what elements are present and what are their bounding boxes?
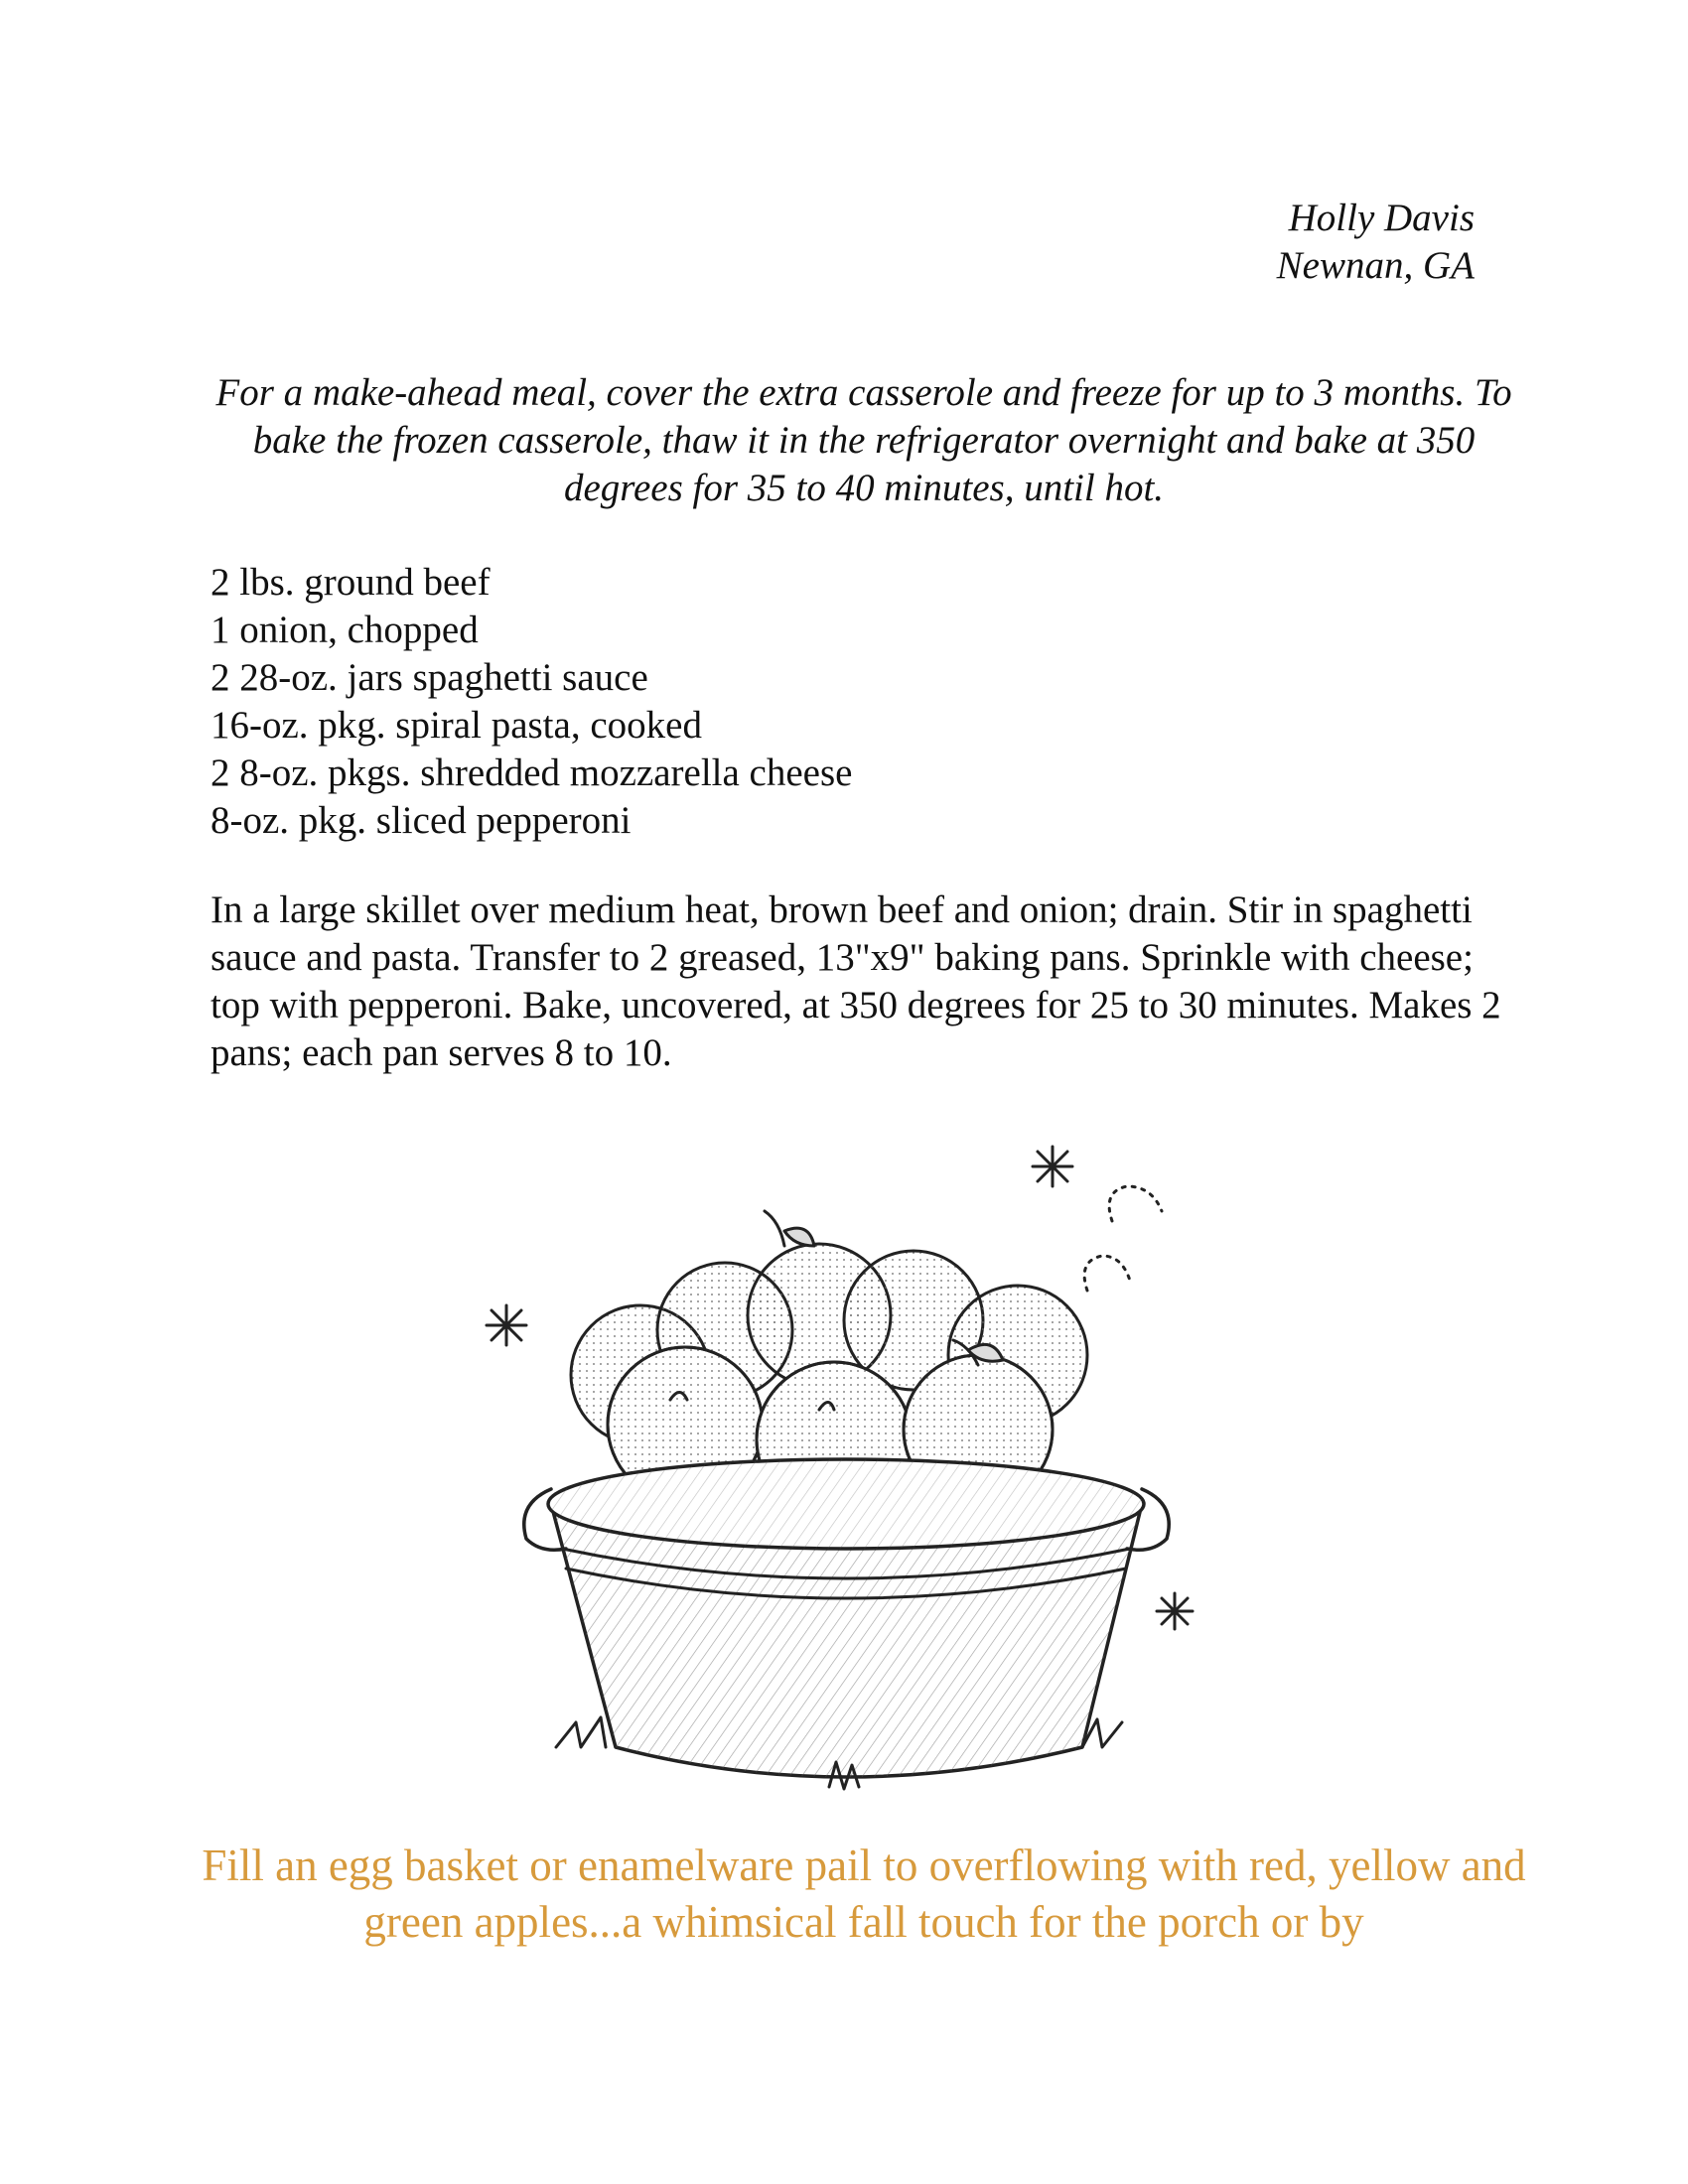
ingredient-list [211,559,852,845]
apple-bucket-icon [467,1112,1221,1797]
decorating-tip: Fill an egg basket or enamelware pail to overflowing with red, yellow and green apples...a whimsical fall touch for the porch or by [202,1841,1526,1947]
ingredient-item: 8-oz. pkg. sliced pepperoni [211,799,632,842]
sparkle-icon [1157,1593,1193,1629]
author-location: Newnan, GA [1276,244,1475,287]
sparkle-icon [1033,1147,1072,1186]
author-block [1277,195,1475,290]
ingredient-item: 1 onion, chopped [211,609,479,651]
ingredient-item: 16-oz. pkg. spiral pasta, cooked [211,704,702,747]
sparkle-icon [487,1305,526,1345]
ingredient-item: 2 28-oz. jars spaghetti sauce [211,656,648,699]
author-name: Holly Davis [1288,197,1475,239]
ingredient-item: 2 lbs. ground beef [211,561,491,604]
make-ahead-note: For a make-ahead meal, cover the extra casserole and freeze for up to 3 months. To bake the frozen casserole, thaw it in the refrigerator overnight and bake at 350 degrees for 35 to 40 minutes, until hot. [215,371,1512,509]
directions-text: In a large skillet over medium heat, brown beef and onion; drain. Stir in spaghetti sauce and pasta. Transfer to 2 greased, 13"x9" baking pans. Sprinkle with cheese; top with pepperoni. Bake, uncovered, at 350 degrees for 25 to 30 minutes. Makes 2 pans; each pan serves 8 to 10. [211,888,1501,1074]
ingredient-item: 2 8-oz. pkgs. shredded mozzarella cheese [211,751,853,794]
